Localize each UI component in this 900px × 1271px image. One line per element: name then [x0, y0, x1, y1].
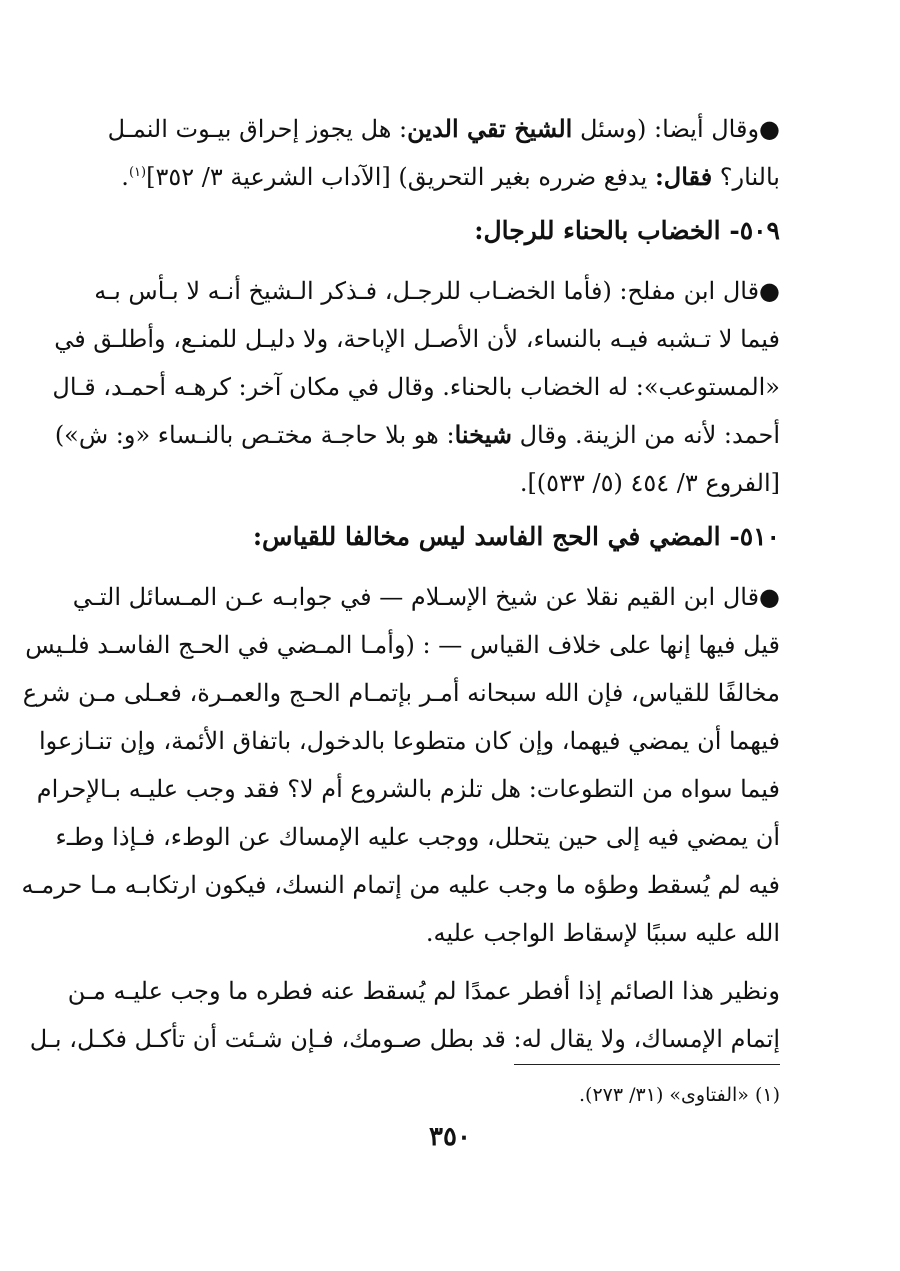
paragraph-line: ونظير هذا الصائم إذا أفطر عمدًا لم يُسقط عنه فطره ما وجب عليـه مـن: [67, 977, 780, 1005]
bold-word: فقال:: [654, 162, 713, 191]
footnote: (١) «الفتاوى» (٣١/ ٢٧٣).: [579, 1084, 780, 1106]
paragraph-line: فيما سواه من التطوعات: هل تلزم بالشروع أم لا؟ فقد وجب عليـه بـالإحرام: [36, 775, 780, 803]
paragraph-line: بالنار؟ فقال: يدفع ضرره بغير التحريق) [الآداب الشرعية ٣/ ٣٥٢]$^{(١)}$.: [121, 162, 780, 191]
paragraph-line: الله عليه سببًا لإسقاط الواجب عليه.: [425, 919, 780, 947]
paragraph-line: إتمام الإمساك، ولا يقال له: قد بطل صـومك، فـإن شـئت أن تأكـل فكـل، بـل: [29, 1025, 780, 1053]
paragraph-line: أن يمضي فيه إلى حين يتحلل، ووجب عليه الإمساك عن الوطء، فـإذا وطـء: [55, 823, 780, 851]
footnote-ref[interactable]: (١): [128, 165, 147, 180]
paragraph-line: فيه لم يُسقط وطؤه ما وجب عليه من إتمام النسك، فيكون ارتكابـه مـا حرمـه: [21, 871, 780, 899]
paragraph-line: فيهما أن يمضي فيهما، وإن كان متطوعا بالدخول، باتفاق الأئمة، وإن تنـازعوا: [38, 727, 780, 755]
bold-name: الشيخ تقي الدين: [407, 114, 573, 143]
paragraph-line: ●وقال أيضا: (وسئل الشيخ تقي الدين: هل يجوز إحراق بيـوت النمـل: [107, 114, 780, 143]
bold-word: شيخنا: [454, 420, 512, 449]
paragraph-line: فيما لا تـشبه فيـه بالنساء، لأن الأصـل الإباحة، ولا دليـل للمنـع، وأطلـق في: [54, 325, 780, 353]
section-heading-510: ٥١٠- المضي في الحج الفاسد ليس مخالفا للقياس:: [252, 522, 780, 551]
paragraph-line: «المستوعب»: له الخضاب بالحناء. وقال في مكان آخر: كرهـه أحمـد، قـال: [52, 373, 780, 401]
paragraph-line: قيل فيها إنها على خلاف القياس — : (وأمـا المـضي في الحـج الفاسـد فلـيس: [25, 631, 780, 659]
page-body: [21, 105, 780, 1063]
reference-line: [الفروع ٣/ ٤٥٤ (٥/ ٥٣٣)].: [519, 469, 780, 497]
paragraph-line: ●قال ابن مفلح: (فأما الخضـاب للرجـل، فـذكر الـشيخ أنـه لا بـأس بـه: [94, 277, 780, 305]
footnote-divider: [514, 1064, 780, 1065]
section-heading-509: ٥٠٩- الخضاب بالحناء للرجال:: [474, 216, 780, 245]
page-number: ٣٥٠: [429, 1122, 471, 1152]
paragraph-line: ●قال ابن القيم نقلا عن شيخ الإسـلام — في جوابـه عـن المـسائل التـي: [72, 583, 780, 611]
paragraph-line: أحمد: لأنه من الزينة. وقال شيخنا: هو بلا حاجـة مختـص بالنـساء «و: ش»): [54, 420, 780, 449]
paragraph-line: مخالفًا للقياس، فإن الله سبحانه أمـر بإتمـام الحـج والعمـرة، فعـلى مـن شرع: [22, 679, 780, 707]
